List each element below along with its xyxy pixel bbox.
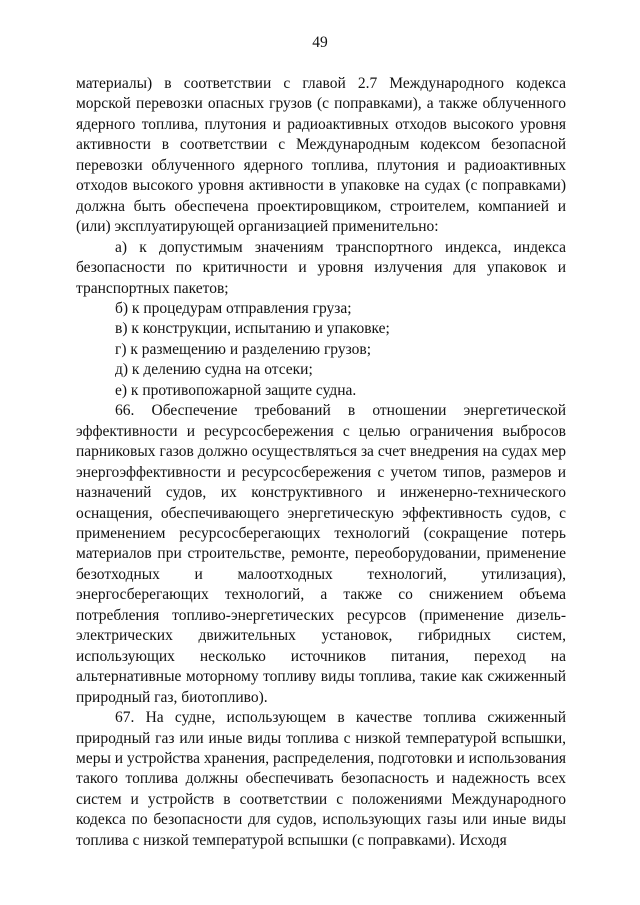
list-item-v: в) к конструкции, испытанию и упаковке; xyxy=(115,320,390,338)
paragraph-67: 67. На судне, использующем в качестве топлива сжиженный природный газ или иные виды топлива с низкой температурой вспышки, меры и устройства хранения, распределения, подготовки и использования такого топлива должны обеспечивать безопасность и надежность всех систем и устройств в соответствии с положениями Международного кодекса по безопасности для судов, использующих газы или иные виды топлива с низкой температурой вспышки (с поправками). Исходя xyxy=(76,709,566,849)
list-item-d: д) к делению судна на отсеки; xyxy=(115,361,313,379)
paragraph-continuation: материалы) в соответствии с главой 2.7 Международного кодекса морской перевозки опасных грузов (с поправками), а также облученного ядерного топлива, плутония и радиоактивных отходов высокого уровня активности в соответствии с Международным кодексом безопасной перевозки облученного ядерного топлива, плутония и радиоактивных отходов высокого уровня активности в упаковке на судах (с поправками) должна быть обеспечена проектировщиком, строителем, компанией и (или) эксплуатирующей организацией применительно: xyxy=(76,75,566,236)
body-text xyxy=(76,74,566,851)
list-item-e: е) к противопожарной защите судна. xyxy=(115,381,357,399)
list-item-g: г) к размещению и разделению грузов; xyxy=(115,340,372,358)
list-item-b: б) к процедурам отправления груза; xyxy=(115,299,352,317)
list-item-a: а) к допустимым значениям транспортного индекса, индекса безопасности по критичности и уровня излучения для упаковок и транспортных пакетов; xyxy=(76,238,566,297)
paragraph-66: 66. Обеспечение требований в отношении энергетической эффективности и ресурсосбережения с целью ограничения выбросов парниковых газов должно осуществляться за счет внедрения на судах мер энергоэффективности и ресурсосбережения с учетом типов, размеров и назначений судов, их конструктивного и инженерно-технического оснащения, обеспечивающего энергетическую эффективность судов, с применением ресурсосберегающих технологий (сокращение потерь материалов при строительстве, ремонте, переоборудовании, применение безотходных и малоотходных технологий, утилизация), энергосберегающих технологий, а также со снижением объема потребления топливо-энергетических ресурсов (применение дизель-электрических движительных установок, гибридных систем, использующих несколько источников питания, переход на альтернативные моторному топливу виды топлива, такие как сжиженный природный газ, биотопливо). xyxy=(76,402,566,706)
page-number: 49 xyxy=(312,34,328,51)
